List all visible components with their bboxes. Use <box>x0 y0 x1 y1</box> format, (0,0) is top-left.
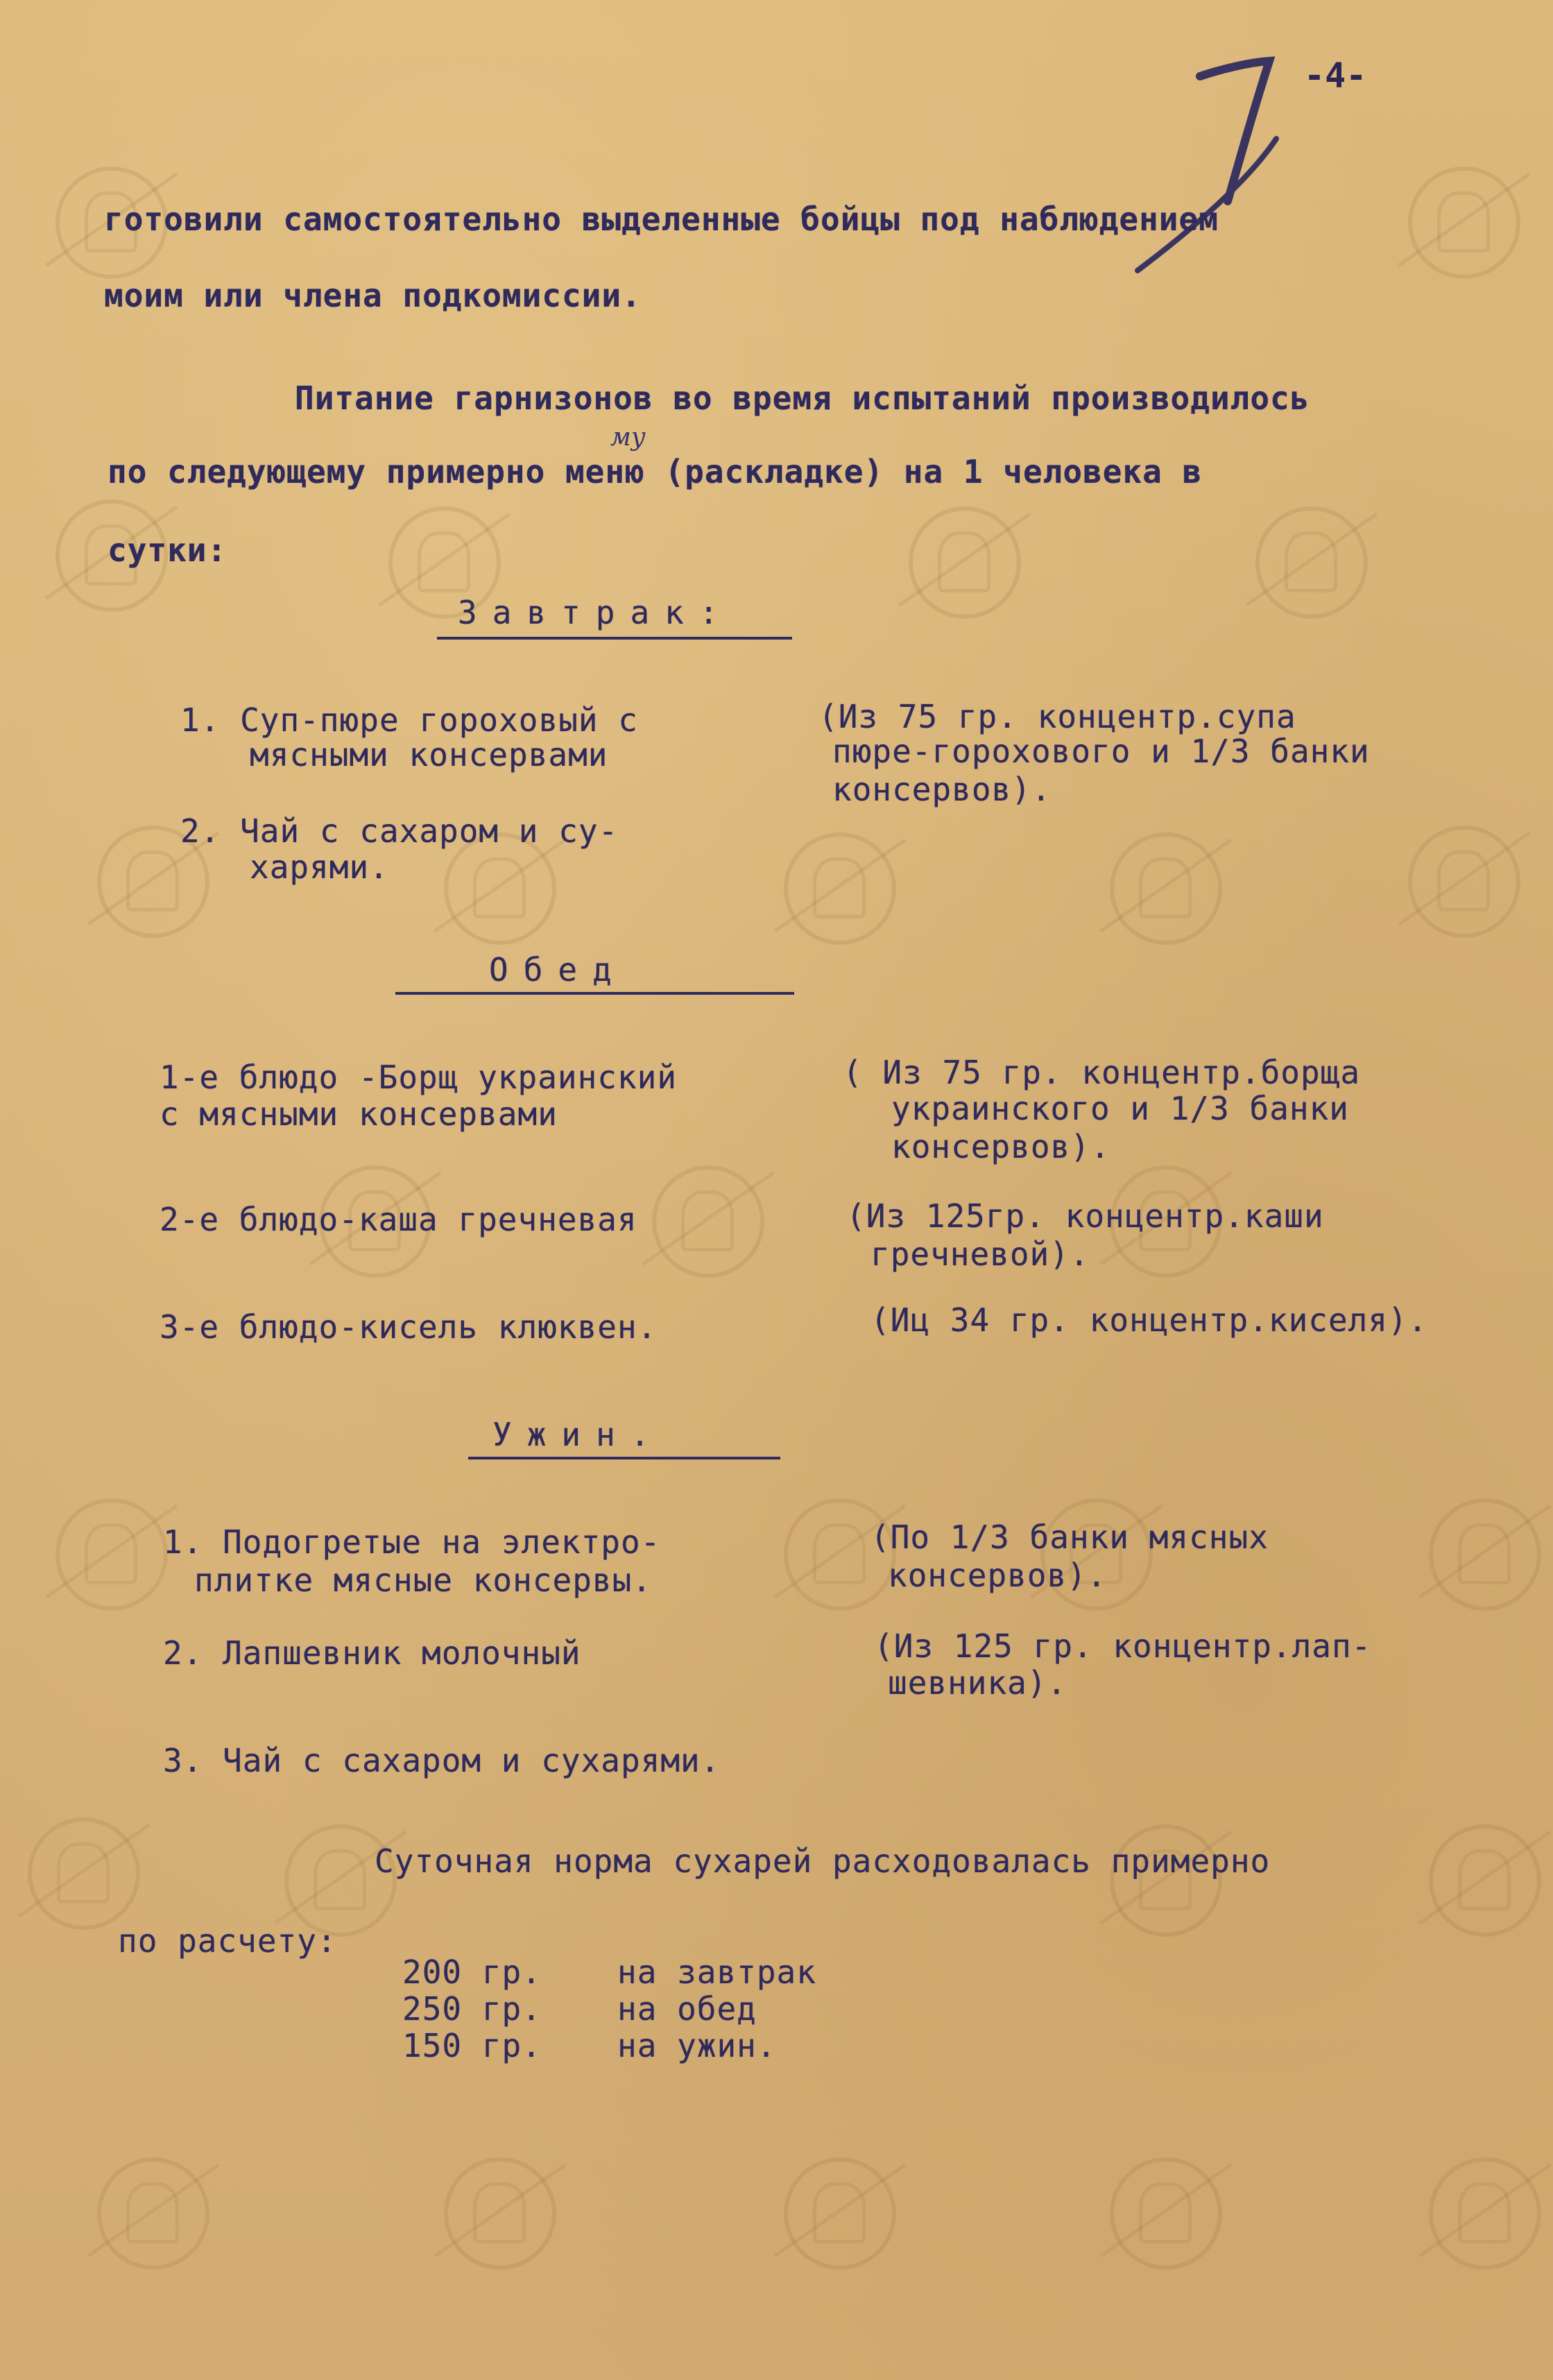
page-number: -4- <box>1304 55 1367 96</box>
menu-note: консервов). <box>891 1128 1110 1165</box>
norm-amount: 250 гр. <box>402 1990 542 2028</box>
menu-item: 2-е блюдо-каша гречневая <box>160 1201 637 1238</box>
watermark-emblem <box>1408 166 1520 279</box>
norm-meal: на обед <box>617 1990 757 2028</box>
menu-item: 1. Подогретые на электро- <box>163 1523 661 1561</box>
menu-note: (Из 125 гр. концентр.лап- <box>874 1627 1372 1665</box>
norm-meal: на завтрак <box>617 1953 816 1991</box>
menu-note: (По 1/3 банки мясных <box>870 1518 1269 1556</box>
watermark-emblem <box>784 2157 896 2270</box>
watermark-emblem <box>444 2157 556 2270</box>
watermark-emblem <box>909 506 1021 619</box>
menu-item: мясными консервами <box>250 736 608 773</box>
intro-line: моим или члена подкомиссии. <box>104 277 642 314</box>
menu-note: пюре-горохового и 1/3 банки <box>832 733 1370 770</box>
menu-item: харями. <box>250 848 389 886</box>
watermark-emblem <box>652 1165 764 1278</box>
paragraph-line: по следующему примерно меню (раскладке) на 1 человека в <box>108 453 1203 490</box>
menu-item: 1-е блюдо -Борщ украинский <box>160 1059 678 1096</box>
menu-note: ( Из 75 гр. концентр.борща <box>843 1054 1361 1091</box>
menu-note: консервов). <box>832 771 1052 808</box>
watermark-emblem <box>1110 2157 1222 2270</box>
section-heading-dinner: Ужин. <box>492 1416 665 1453</box>
watermark-emblem <box>97 2157 209 2270</box>
intro-line: готовили самостоятельно выделенные бойцы под наблюдением <box>104 200 1219 238</box>
norm-amount: 200 гр. <box>402 1953 542 1991</box>
menu-note: консервов). <box>888 1557 1107 1594</box>
watermark-emblem <box>1255 506 1368 619</box>
handwritten-folio-mark <box>1110 21 1332 284</box>
watermark-emblem <box>1408 825 1520 938</box>
heading-underline <box>395 992 794 995</box>
section-heading-lunch: Обед <box>489 951 627 988</box>
norm-meal: на ужин. <box>617 2027 777 2064</box>
watermark-emblem <box>1429 1498 1541 1611</box>
watermark-emblem <box>1429 1824 1541 1937</box>
menu-note: (Иц 34 гр. концентр.киселя). <box>870 1301 1428 1339</box>
menu-item: 3-е блюдо-кисель клюквен. <box>160 1308 658 1346</box>
menu-note: (Из 75 гр. концентр.супа <box>818 698 1296 735</box>
norm-line: Суточная норма сухарей расходовалась примерно <box>375 1842 1271 1880</box>
watermark-emblem <box>1429 2157 1541 2270</box>
watermark-emblem <box>784 832 896 945</box>
watermark-emblem <box>1110 832 1222 945</box>
watermark-emblem <box>55 1498 168 1611</box>
menu-item: плитке мясные консервы. <box>194 1561 652 1599</box>
menu-note: украинского и 1/3 банки <box>891 1090 1349 1127</box>
section-heading-breakfast: Завтрак: <box>458 594 734 631</box>
norm-amount: 150 гр. <box>402 2027 542 2064</box>
menu-item: 1. Суп-пюре гороховый с <box>180 701 638 739</box>
menu-item: 2. Лапшевник молочный <box>163 1634 581 1672</box>
menu-item: 3. Чай с сахаром и сухарями. <box>163 1742 721 1779</box>
heading-underline <box>437 637 792 640</box>
norm-line: по расчету: <box>118 1922 337 1960</box>
menu-note: шевника). <box>888 1664 1067 1702</box>
heading-underline <box>468 1457 780 1459</box>
menu-item: с мясными консервами <box>160 1095 558 1133</box>
handwritten-insertion: му <box>610 423 646 452</box>
menu-note: (Из 125гр. концентр.каши <box>846 1197 1324 1235</box>
menu-note: гречневой). <box>870 1235 1090 1273</box>
paragraph-line: Питание гарнизонов во время испытаний производилось <box>295 379 1310 417</box>
menu-item: 2. Чай с сахаром и су- <box>180 812 619 850</box>
paragraph-line: сутки: <box>108 531 228 569</box>
watermark-emblem <box>28 1817 140 1930</box>
